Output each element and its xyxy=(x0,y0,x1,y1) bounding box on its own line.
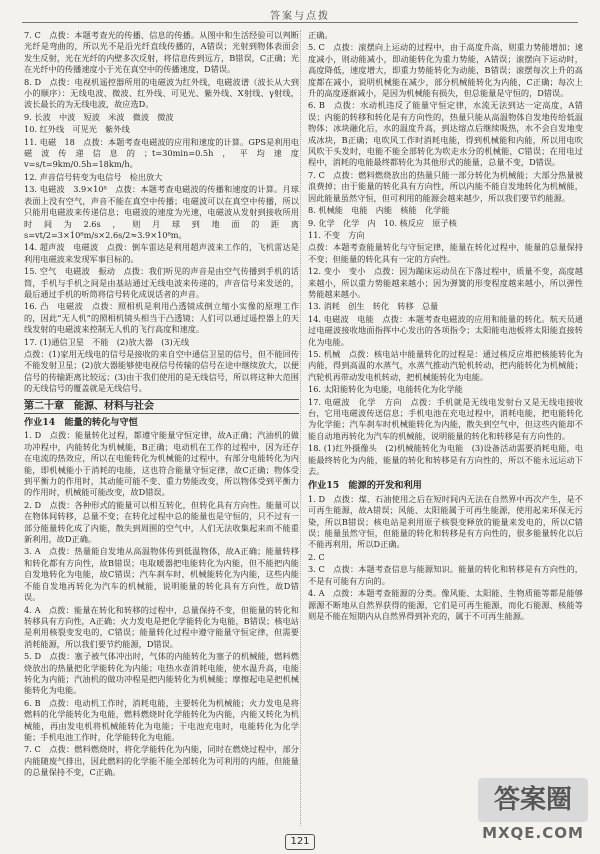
watermark-logo xyxy=(478,778,588,844)
section-title: 作业15 能源的开发和利用 xyxy=(308,480,422,492)
answer-paragraph: 3. A 点拨：热量能自发地从高温物体传到低温物体，故A正确；能量转移和转化都有方向性，故B错误；电取暖器把电能转化为内能，但不能把内能自发地转化为电能，故C错误；汽车刹车时，机械能转化为内能，这些内能不能自发地再转化为汽车的机械能，说明能量的转化具有方向性，故D错误。 xyxy=(24,546,299,603)
left-column xyxy=(24,30,299,780)
answer-paragraph: 7. C 点拨：本题考查光的传播、信息的传播。从图中和生活经验可以判断光纤是弯曲的，所以光不是沿光纤直线传播的，A错误；光射到物体表面会发生反射，光在光纤的内壁多次反射，将信息传到远方，B错误，C正确；光在光纤中的传播速度小于光在真空中的传播速度，D错误。 xyxy=(24,30,299,75)
header-rule xyxy=(22,22,578,23)
answer-paragraph: 17. 电磁波 化学 方向 点拨：手机就是无线电发射台又是无线电接收台，它用电磁波传送信息；手机电池在充电过程中，消耗电能，把电能转化为化学能；汽车刹车时机械能转化为内能，散失到空气中，但这些内能却不能自动地再转化为汽车的机械能，说明能量的转化和转移是有方向性的。 xyxy=(308,396,583,441)
answer-paragraph: 8. 机械能 电能 内能 核能 化学能 xyxy=(308,205,450,216)
answer-paragraph: 2. D 点拨：各种形式的能量可以相互转化，但转化具有方向性。能量可以在物体间转移，总量不变；在转化过程中总的能量也是守恒的，只不过有一部分能量转化成了内能，散失到周围的空气中，人们无法收集起来而不能重新利用，故D正确。 xyxy=(24,499,299,545)
watermark-url: MXQE.COM xyxy=(482,824,584,842)
page-header xyxy=(0,0,600,26)
answer-paragraph: 9. 化学 化学 内 10. 核反应 原子核 xyxy=(308,217,457,228)
answer-paragraph: 7. C 点拨：燃料燃烧时，将化学能转化为内能，同时在燃烧过程中，部分内能随废气排出，因此燃料的化学能不能全部转化为可利用的内能，但能量的总量保持不变，C正确。 xyxy=(24,744,299,778)
answer-paragraph: 8. D 点拨：电视机遥控器所用的电磁波为红外线，电磁波谱（波长从大到小的顺序）：无线电波、微波、红外线、可见光、紫外线、X射线、γ射线，波长最长的为无线电波，故应选D。 xyxy=(24,76,299,110)
header-title: 答案与点拨 xyxy=(270,11,330,22)
answer-paragraph: 2. C xyxy=(308,551,325,562)
column-divider xyxy=(300,30,301,826)
answer-paragraph: 11. 不变 方向 xyxy=(308,229,365,240)
answer-paragraph: 4. A 点拨：能量在转化和转移的过程中，总量保持不变，但能量的转化和转移具有方向性，A正确；火力发电是把化学能转化为电能，B错误；核电站是利用核裂变发电的，C错误；能量转化过程中遵守能量守恒定律，但需要消耗能源，所以我们要节约能源，D错误。 xyxy=(24,604,299,649)
answer-paragraph: 4. A 点拨：本题考查能源的分类。像风能、太阳能、生物质能等都是能够源源不断地从自然界获得的能源，它们是可再生能源，而化石能源、核能等则是不能在短期内从自然界得到补充的，属于不可再生能源。 xyxy=(308,588,583,621)
answer-paragraph: 14. 电磁波 电能 点拨：本题考查电磁波的应用和能量的转化。航天员通过电磁波接收地面指挥中心发出的各项指令；太阳能电池板将太阳能直接转化为电能。 xyxy=(308,313,583,347)
right-column xyxy=(308,30,583,623)
watermark-brand: 答案圈 xyxy=(478,778,588,822)
section-title: 作业14 能量的转化与守恒 xyxy=(24,417,138,428)
answer-paragraph: 1. D 点拨：煤、石油使用之后在短时间内无法在自然界中再次产生，是不可再生能源，故A错误；风能、太阳能属于可再生能源，使用起来环保无污染，所以B错误；核电站是利用原子核裂变释放的能量来发电的，所以C错误；能量虽然守恒，但能量的转化和转移是有方向性的，很多能量转化以后不能再利用，所以D正确。 xyxy=(308,493,583,550)
answer-paragraph: 16. 太阳能转化为电能，电能转化为化学能 xyxy=(308,384,463,395)
answer-paragraph: 5. C 点拨：滚摆向上运动的过程中，由于高度升高，则重力势能增加；速度减小，则动能减小，即动能转化为重力势能，A错误；滚摆向下运动时，高度降低，速度增大，即重力势能转化为动能，B错误；滚摆每次上升的高度都在减小，说明机械能在减少，部分机械能转化为内能，C正确；每次上升的高度逐渐减小，是因为机械能有损失，但总能量是守恒的，D错误。 xyxy=(308,42,583,99)
chapter-title: 第二十章 能源、材料与社会 xyxy=(24,399,299,414)
answer-paragraph: 15. 机械 点拨：核电站中能量转化的过程是：通过核反应堆把核能转化为内能，得到高温的水蒸气，水蒸气推动汽轮机转动，把内能转化为机械能；汽轮机再带动发电机转动，把机械能转化为电能。 xyxy=(308,348,583,382)
answer-paragraph: 13. 电磁波 3.9×10⁸ 点拨：本题考查电磁波的传播和速度的计算。月球表面上没有空气，声音不能在真空中传播；电磁波可以在真空中传播，所以只能用电磁波来传递信息；电磁波的速度为光速，电磁波从发射到接收所用时间为2.6s，则月球到地面的距离s=vt/2=3×10⁸m/s×2.6s/2≈3.9×10⁸m。 xyxy=(24,184,299,240)
answer-paragraph: 12. 声音信号转变为电信号 检出放大 xyxy=(24,171,163,182)
answer-paragraph: 18. (1)红外摄像头 (2)机械能转化为电能 (3)设备活动需要消耗电能，电能最终转化为内能，能量的转化和转移是有方向性的，所以不能永远运动下去。 xyxy=(308,443,583,477)
answer-paragraph: 17. (1)通信卫星 不能 (2)放大器 (3)无线 xyxy=(24,336,190,347)
answer-paragraph: 11. 电磁 18 点拨：本题考查电磁波的应用和速度的计算。GPS是利用电磁波传递信息的；t=30min=0.5h，平均速度 v=s/t=9km/0.5h=18km/h。 xyxy=(24,136,299,170)
answer-paragraph: 16. 凸 电磁波 点拨：照相机是利用凸透镜成倒立缩小实像的原理工作的，因此“无人机”的照相机镜头相当于凸透镜；人们可以通过遥控器上的天线发射的电磁波来控制无人机的飞行高度和速度。 xyxy=(24,301,299,335)
answer-paragraph: 5. D 点拨：塞子被气体冲出时，气体的内能转化为塞子的机械能，燃料燃烧放出的热量把化学能转化为内能；电热水壶消耗电能，使水温升高，电能转化为内能；汽油机的做功冲程是把内能转化为机械能；摩擦起电是把机械能转化为电能。 xyxy=(24,651,299,696)
answer-paragraph: 正确。 xyxy=(308,30,333,40)
answer-paragraph: 点拨：(1)家用无线电的信号是接收的来自空中通信卫星的信号，但不能回传不能发射卫星；(2)放大器能够使电视信号传输的信号在途中继续放大，以便信号的传输距离比较远；(3)由于我们使用的是无线信号，所以将这种大范围的无线信号的覆盖就是无线信号。 xyxy=(24,348,299,394)
answer-paragraph: 6. B 点拨：电动机工作时，消耗电能，主要转化为机械能；火力发电是将燃料的化学能转化为电能，燃料燃烧时化学能转化为内能，内能又转化为机械能，再由发电机将机械能转化为电能；干电池充电时，电能转化为化学能；手机电池工作时，化学能转化为电能。 xyxy=(24,697,299,742)
answer-paragraph: 9. 长波 中波 短波 米波 微波 微波 xyxy=(24,111,174,122)
answer-paragraph: 15. 空气 电磁波 振动 点拨：我们听见的声音是由空气传播到手机的话筒，手机与手机之间是由基站通过无线电波来传递的，声音信号来发送的，最后通过手机的听筒将信号转化成说话者的声音。 xyxy=(24,266,299,299)
answer-paragraph: 1. D 点拨：能量转化过程，都遵守能量守恒定律，故A正确；汽油机的做功冲程中，内能转化为机械能，B正确；电动机在工作的过程中，因为还存在电流的热效应，所以在电能转化为机械能的过程中，有部分电能转化为内能，即机械能小于消耗的电能，这也符合能量守恒定律，故C正确；物体受到平衡力的作用时，其动能可能不变、重力势能改变，所以物体受到平衡力的作用时，机械能可能改变，故D错误。 xyxy=(24,430,299,498)
answer-paragraph: 7. C 点拨：燃料燃烧放出的热量只能一部分转化为机械能；大部分热量被浪费掉；由于能量的转化具有方向性，所以内能不能自发地转化为机械能，因此能量虽然守恒，但可利用的能源会越来越少，所以我们要节约能源。 xyxy=(308,169,583,203)
answer-paragraph: 6. B 点拨：水动机违反了能量守恒定律，水流无法到达一定高度，A错误；内能的转移和转化是有方向性的，热量只能从高温物体自发地传给低温物体；冰块融化后，水的温度升高，到达熔点后继续吸热，水不会自发地变成冰块，B正确；电吹风工作时消耗电能，得到机械能和内能，所以用电吹风吹干头发时，电能不能全部转化为吹走水分的机械能，C错误；在用电过程中，消耗的电能最终都转化为其他形式的能量，总量不变，D错误。 xyxy=(308,100,583,168)
answer-paragraph: 10. 红外线 可见光 紫外线 xyxy=(24,124,130,135)
answer-paragraph: 13. 消耗 创生 转化 转移 总量 xyxy=(308,301,439,312)
answer-paragraph: 12. 变小 变小 点拨：因为蹦床运动员在下落过程中，质量不变，高度越来越小，所以重力势能越来越小；因为弹簧的形变程度越来越小，所以弹性势能越来越小。 xyxy=(308,266,583,299)
answer-paragraph: 点拨：本题考查能量转化与守恒定律，能量在转化过程中，能量的总量保持不变；但能量的转化具有一定的方向性。 xyxy=(308,242,583,264)
page-number: 121 xyxy=(285,834,315,850)
answer-paragraph: 14. 超声波 电磁波 点拨：倒车雷达是利用超声波来工作的，飞机雷达是利用电磁波来发现军事目标的。 xyxy=(24,242,299,264)
answer-paragraph: 3. C 点拨：本题考查信息与能源知识。能量的转化和转移是有方向性的，不是有可能有方向的。 xyxy=(308,564,583,586)
